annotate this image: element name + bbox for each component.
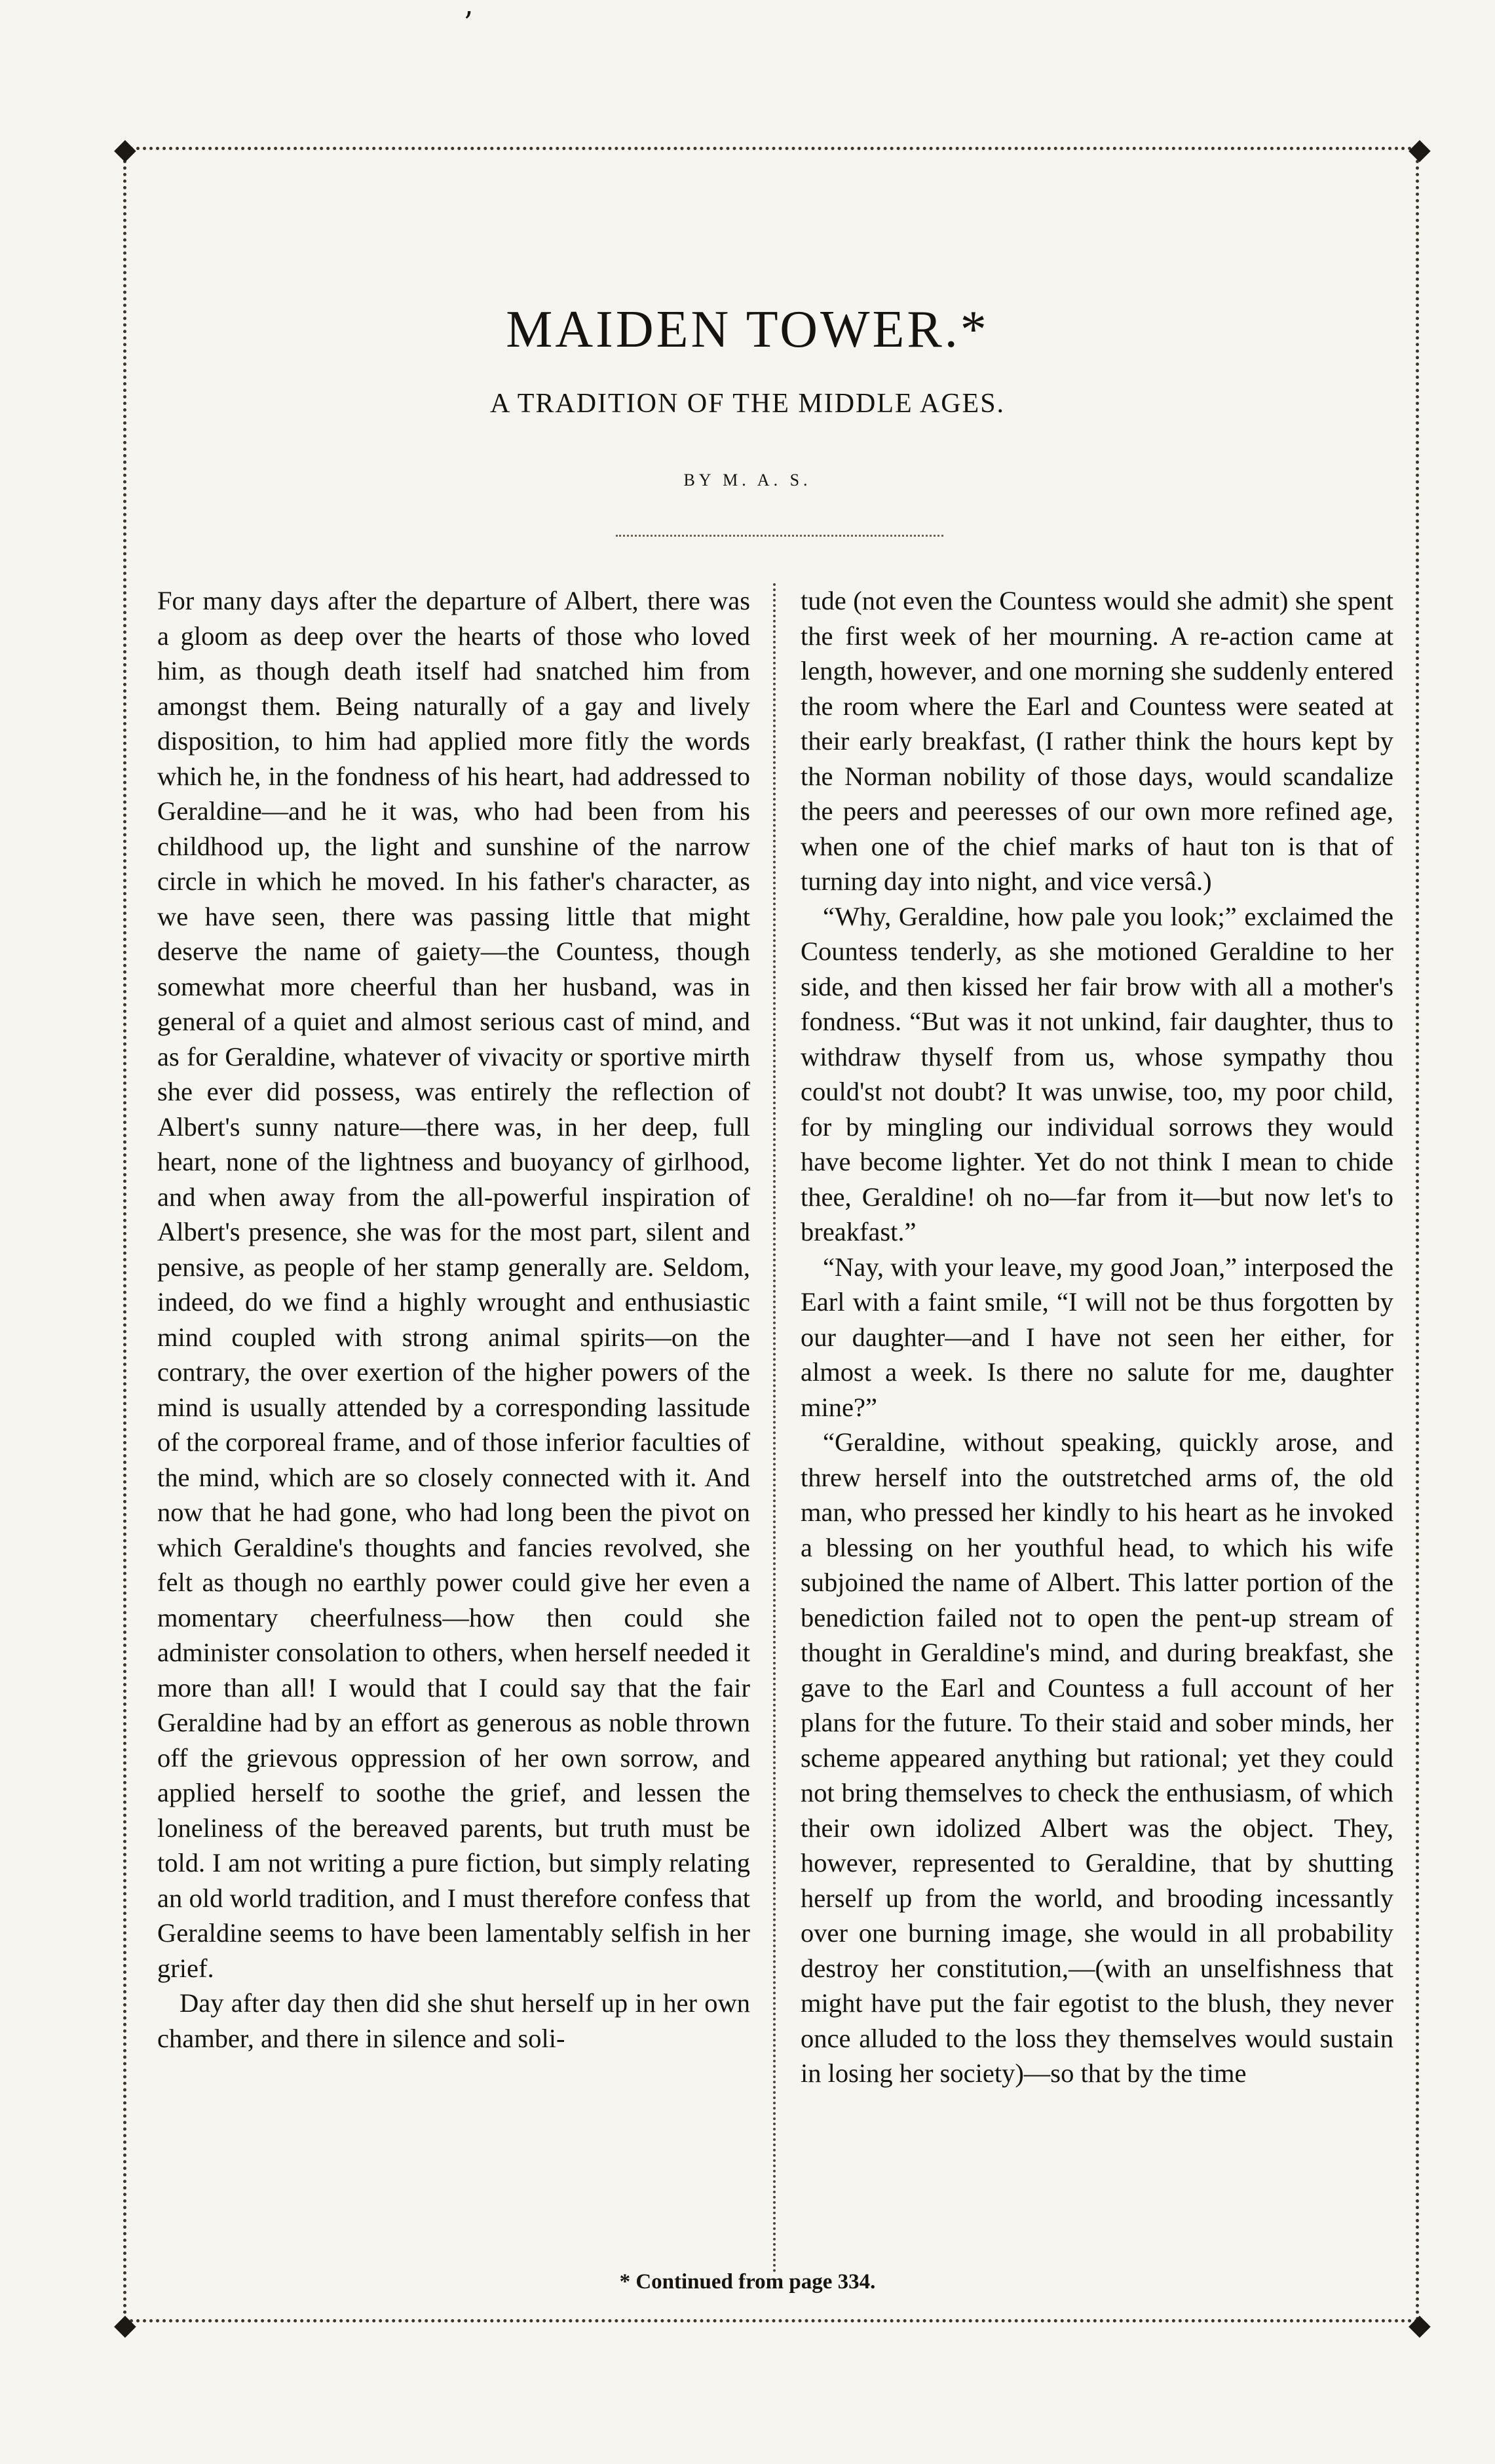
paragraph: “Nay, with your leave, my good Joan,” interposed the Earl with a faint smile, “I will not be thus forgotten by our daughter—and I have not seen her either, for almost a week. Is there no salute for me, daughter mine?” bbox=[801, 1252, 1393, 1422]
corner-ornament-icon: ◆ bbox=[114, 132, 136, 166]
page-subtitle: A TRADITION OF THE MIDDLE AGES. bbox=[489, 389, 1006, 419]
paragraph: “Why, Geraldine, how pale you look;” exclaimed the Countess tenderly, as she motioned Geraldine to her side, and then kissed her fair brow with all a mother's fondness. “But was it not unkind, fair daughter, thus to withdraw thyself from us, whose sympathy thou could'st not doubt? It was unwise, too, my poor child, for by mingling our individual sorrows they would have become lighter. Yet do not think I mean to chide thee, Geraldine! oh no—far from it—but now let's to breakfast.” bbox=[801, 901, 1393, 1246]
byline: BY M. A. S. bbox=[683, 471, 812, 490]
paragraph: “Geraldine, without speaking, quickly arose, and threw herself into the outstretched arms of, the old man, who pressed her kindly to his heart as he invoked a blessing on her youthful head, to which his wife subjoined the name of Albert. This latter portion of the benediction failed not to open the pent-up stream of thought in Geraldine's mind, and during breakfast, she gave to the Earl and Countess a full account of her plans for the future. To their staid and sober minds, her scheme appeared anything but rational; yet they could not bring themselves to check the enthusiasm, of which their own idolized Albert was the object. They, however, represented to Geraldine, that by shutting herself up from the world, and brooding incessantly over one burning image, she would in all probability destroy her constitution,—(with an unselfishness that might have put the fair egotist to the blush, they never once alluded to the loss they themselves would sustain in losing her society)—so that by the time bbox=[801, 1427, 1393, 2088]
column-divider bbox=[773, 583, 776, 2274]
corner-ornament-icon: ◆ bbox=[1409, 2308, 1431, 2341]
ink-speck-icon: ʼ bbox=[463, 5, 472, 41]
paragraph: tude (not even the Countess would she admit) she spent the first week of her mourning. A re-action came at length, however, and one morning she suddenly entered the room where the Earl and Countess were seated at their early breakfast, (I rather think the hours kept by the Norman nobility of those days, would scandalize the peers and peeresses of our own more refined age, when one of the chief marks of haut ton is that of turning day into night, and vice versâ.) bbox=[801, 586, 1393, 896]
paragraph: For many days after the departure of Albert, there was a gloom as deep over the hearts of those who loved him, as though death itself had snatched him from amongst them. Being naturally of a gay and lively disposition, to him had applied more fitly the words which he, in the fondness of his heart, had addressed to Geraldine—and he it was, who had been from his childhood up, the light and sunshine of the narrow circle in which he moved. In his father's character, as we have seen, there was passing little that might deserve the name of gaiety—the Countess, though somewhat more cheerful than her husband, was in general of a quiet and almost serious cast of mind, and as for Geraldine, whatever of vivacity or sportive mirth she ever did possess, was entirely the reflection of Albert's sunny nature—there was, in her deep, full heart, none of the lightness and buoyancy of girlhood, and when away from the all-powerful inspiration of Albert's presence, she was for the most part, silent and pensive, as people of her stamp generally are. Seldom, indeed, do we find a highly wrought and enthusiastic mind coupled with strong animal spirits—on the contrary, the over exertion of the higher powers of the mind is usually attended by a corresponding lassitude of the corporeal frame, and of those inferior faculties of the mind, which are so closely connected with it. And now that he had gone, who had long been the pivot on which Geraldine's thoughts and fancies revolved, she felt as though no earthly power could give her even a momentary cheerfulness—how then could she administer consolation to others, when herself needed it more than all! I would that I could say that the fair Geraldine had by an effort as generous as noble thrown off the grievous oppression of her own sorrow, and applied herself to soothe the grief, and lessen the loneliness of the bereaved parents, but truth must be told. I am not writing a pure fiction, but simply relating an old world tradition, and I must therefore confess that Geraldine seems to have been lamentably selfish in her grief. bbox=[157, 586, 750, 1983]
page-title: MAIDEN TOWER.* bbox=[506, 301, 989, 358]
corner-ornament-icon: ◆ bbox=[114, 2308, 136, 2341]
corner-ornament-icon: ◆ bbox=[1409, 132, 1431, 166]
title-ornament-rule bbox=[616, 535, 943, 537]
footnote: * Continued from page 334. bbox=[619, 2270, 876, 2294]
paragraph: Day after day then did she shut herself up in her own chamber, and there in silence and soli- bbox=[157, 1988, 750, 2053]
left-column bbox=[157, 583, 750, 2267]
right-column bbox=[801, 583, 1393, 2267]
